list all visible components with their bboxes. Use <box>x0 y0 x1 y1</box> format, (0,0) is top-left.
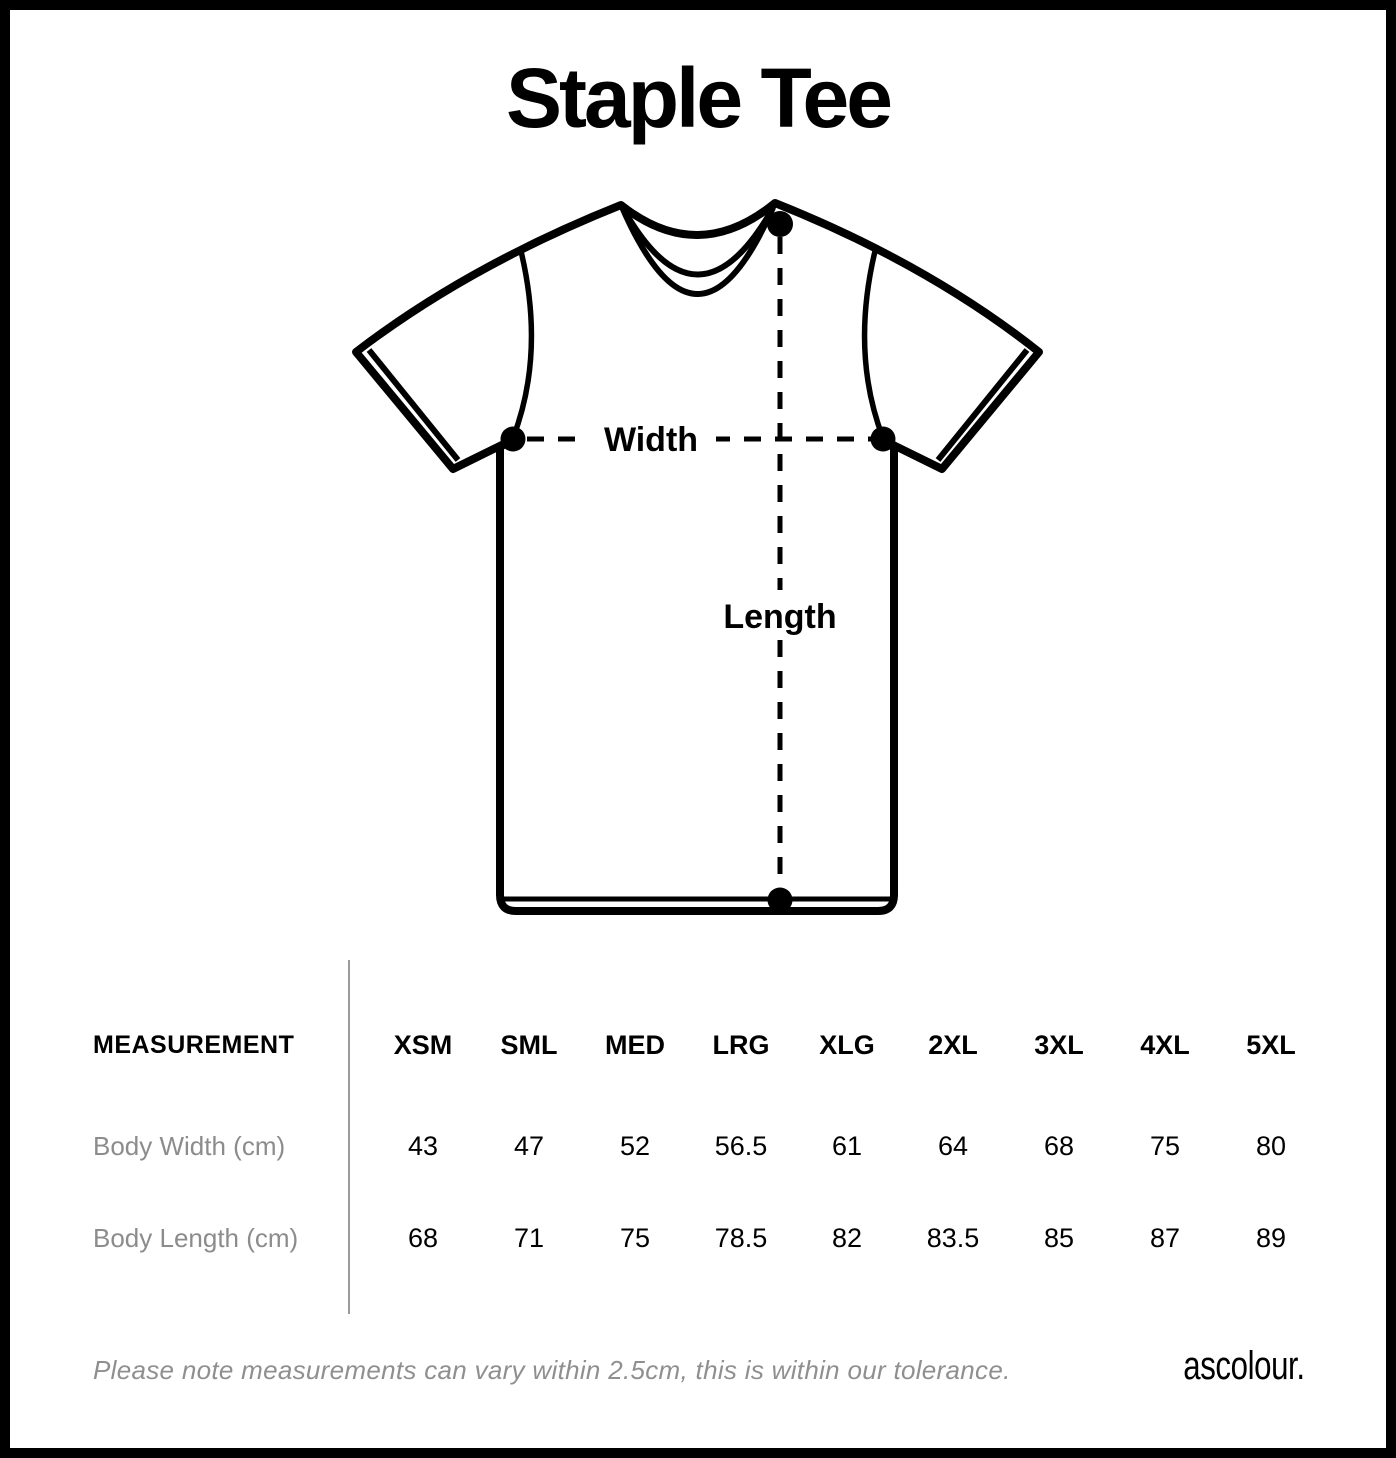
footer <box>10 1344 1386 1389</box>
column-header-xsm: XSM <box>393 1029 453 1060</box>
row-label-body-length: Body Length (cm) <box>93 1223 299 1253</box>
body-length-value-3xl: 85 <box>1043 1223 1075 1253</box>
body-width-value-xsm: 43 <box>407 1131 439 1161</box>
column-header-sml: SML <box>500 1029 558 1060</box>
body-length-value-2xl: 83.5 <box>926 1223 980 1253</box>
body-width-value-5xl: 80 <box>1255 1131 1287 1161</box>
tshirt-diagram <box>348 192 1048 922</box>
body-width-value-3xl: 68 <box>1043 1131 1075 1161</box>
table-divider-line <box>348 960 350 1314</box>
right-armpit-dot <box>871 427 896 452</box>
body-width-value-med: 52 <box>619 1131 651 1161</box>
body-length-value-xlg: 82 <box>831 1223 863 1253</box>
tshirt-illustration-icon <box>348 192 1048 922</box>
body-width-value-4xl: 75 <box>1149 1131 1181 1161</box>
length-label: Length <box>723 598 837 636</box>
column-header-xlg: XLG <box>819 1029 875 1060</box>
body-length-value-4xl: 87 <box>1149 1223 1181 1253</box>
brand-logo: ascolour. <box>1183 1344 1305 1388</box>
body-length-value-med: 75 <box>619 1223 651 1253</box>
bottom-hem-dot <box>768 888 793 913</box>
shoulder-point-dot <box>767 211 793 237</box>
size-table <box>10 960 1386 1314</box>
column-header-2xl: 2XL <box>928 1029 978 1060</box>
column-header-med: MED <box>605 1029 665 1060</box>
column-header-4xl: 4XL <box>1140 1029 1190 1060</box>
tolerance-note: Please note measurements can vary within 2.5cm, this is within our tolerance. <box>93 1355 1011 1385</box>
page-title: Staple Tee <box>506 51 890 145</box>
column-header-5xl: 5XL <box>1246 1029 1296 1060</box>
body-length-value-5xl: 89 <box>1255 1223 1287 1253</box>
body-width-value-2xl: 64 <box>937 1131 969 1161</box>
body-length-value-xsm: 68 <box>407 1223 439 1253</box>
row-label-body-width: Body Width (cm) <box>93 1131 286 1161</box>
column-header-lrg: LRG <box>712 1029 770 1060</box>
body-width-value-xlg: 61 <box>831 1131 863 1161</box>
body-width-value-sml: 47 <box>513 1131 545 1161</box>
body-length-value-sml: 71 <box>513 1223 545 1253</box>
body-length-value-lrg: 78.5 <box>714 1223 768 1253</box>
left-armpit-dot <box>501 427 526 452</box>
column-header-3xl: 3XL <box>1034 1029 1084 1060</box>
width-label: Width <box>603 421 699 459</box>
tshirt-outline <box>356 203 1039 911</box>
body-width-value-lrg: 56.5 <box>714 1131 768 1161</box>
column-header-measurement: MEASUREMENT <box>93 1030 295 1059</box>
